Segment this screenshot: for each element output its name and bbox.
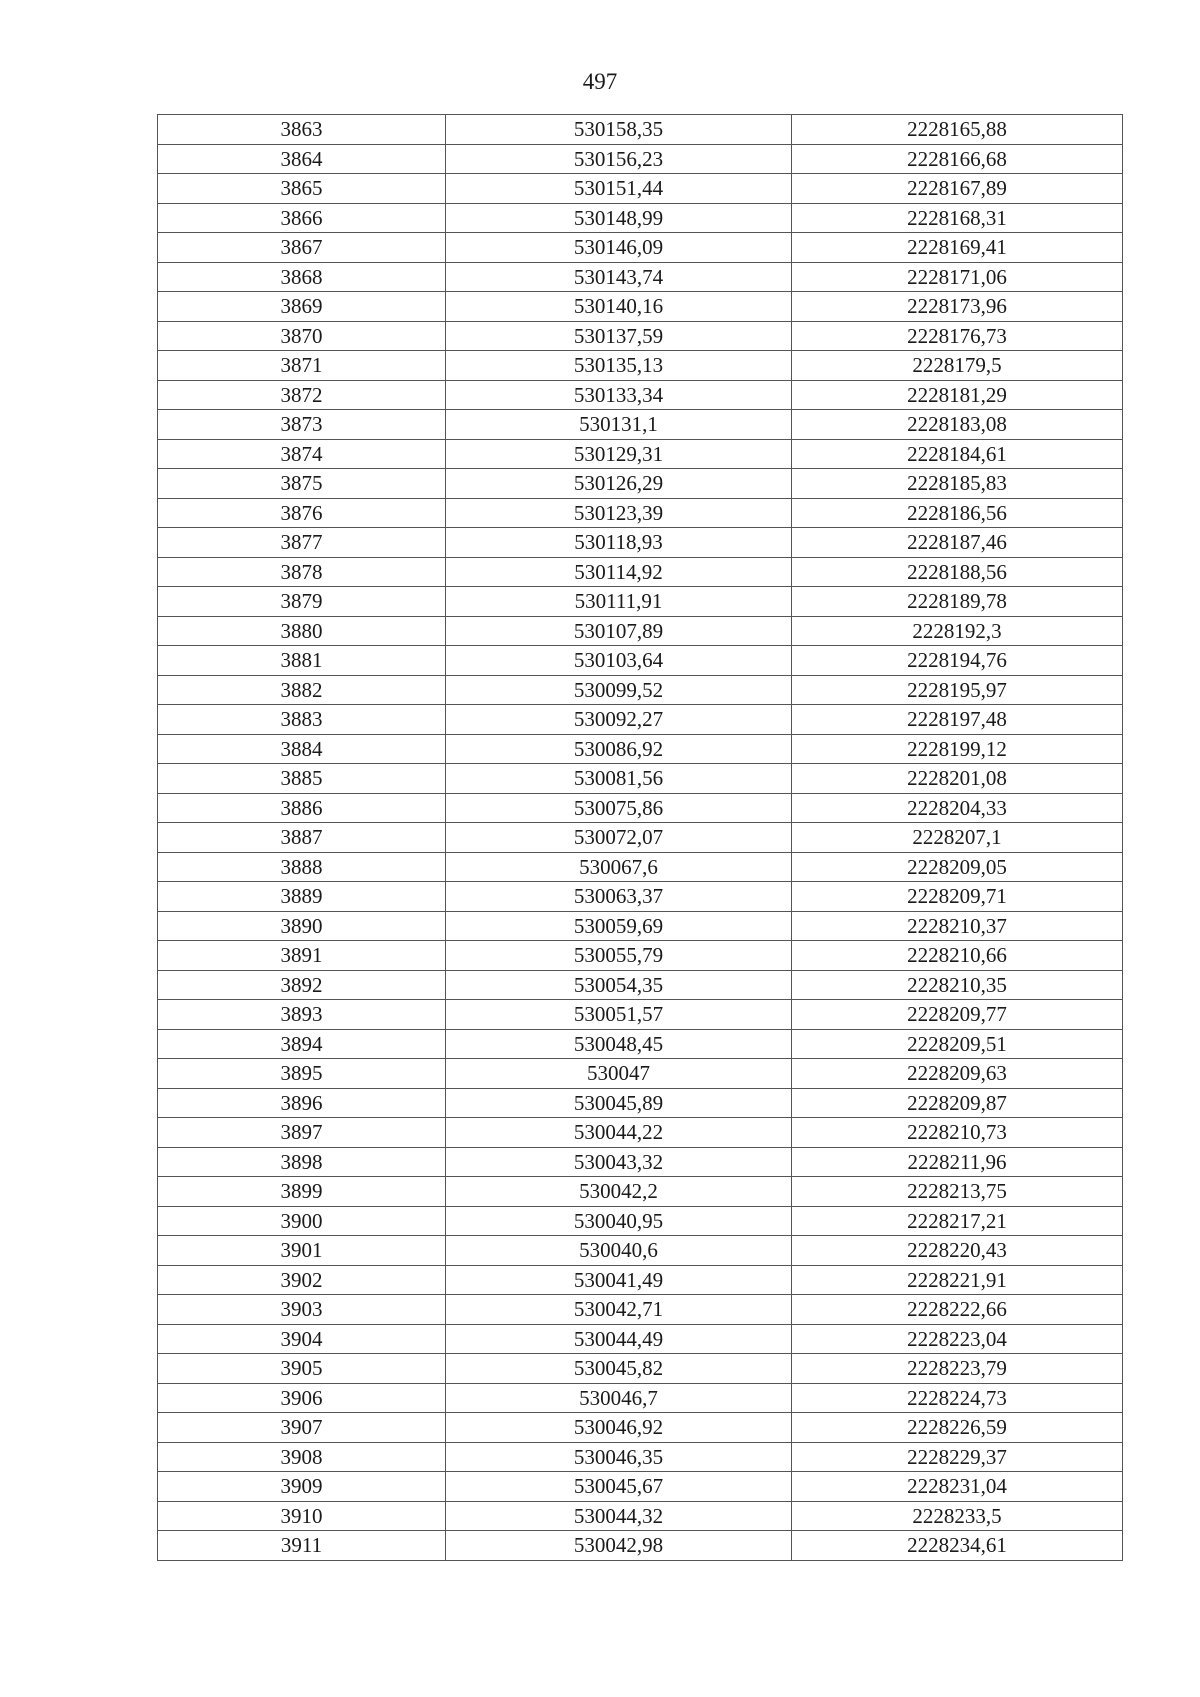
table-row xyxy=(158,1383,1123,1413)
x-coordinate-cell: 530044,22 xyxy=(446,1118,792,1148)
table-row xyxy=(158,1354,1123,1384)
x-coordinate-cell: 530158,35 xyxy=(446,115,792,145)
table-row xyxy=(158,1442,1123,1472)
point-number-cell: 3898 xyxy=(158,1147,446,1177)
y-coordinate-cell: 2228221,91 xyxy=(792,1265,1123,1295)
table-row xyxy=(158,587,1123,617)
table-row xyxy=(158,852,1123,882)
y-coordinate-cell: 2228199,12 xyxy=(792,734,1123,764)
y-coordinate-cell: 2228197,48 xyxy=(792,705,1123,735)
x-coordinate-cell: 530046,7 xyxy=(446,1383,792,1413)
x-coordinate-cell: 530042,71 xyxy=(446,1295,792,1325)
table-row xyxy=(158,410,1123,440)
y-coordinate-cell: 2228176,73 xyxy=(792,321,1123,351)
x-coordinate-cell: 530043,32 xyxy=(446,1147,792,1177)
x-coordinate-cell: 530040,95 xyxy=(446,1206,792,1236)
point-number-cell: 3889 xyxy=(158,882,446,912)
table-row xyxy=(158,1118,1123,1148)
table-row xyxy=(158,174,1123,204)
y-coordinate-cell: 2228224,73 xyxy=(792,1383,1123,1413)
y-coordinate-cell: 2228220,43 xyxy=(792,1236,1123,1266)
y-coordinate-cell: 2228192,3 xyxy=(792,616,1123,646)
y-coordinate-cell: 2228186,56 xyxy=(792,498,1123,528)
point-number-cell: 3905 xyxy=(158,1354,446,1384)
point-number-cell: 3894 xyxy=(158,1029,446,1059)
x-coordinate-cell: 530099,52 xyxy=(446,675,792,705)
point-number-cell: 3873 xyxy=(158,410,446,440)
table-row xyxy=(158,1059,1123,1089)
x-coordinate-cell: 530156,23 xyxy=(446,144,792,174)
y-coordinate-cell: 2228188,56 xyxy=(792,557,1123,587)
y-coordinate-cell: 2228210,66 xyxy=(792,941,1123,971)
y-coordinate-cell: 2228171,06 xyxy=(792,262,1123,292)
point-number-cell: 3877 xyxy=(158,528,446,558)
point-number-cell: 3910 xyxy=(158,1501,446,1531)
x-coordinate-cell: 530143,74 xyxy=(446,262,792,292)
point-number-cell: 3907 xyxy=(158,1413,446,1443)
y-coordinate-cell: 2228233,5 xyxy=(792,1501,1123,1531)
y-coordinate-cell: 2228184,61 xyxy=(792,439,1123,469)
table-row xyxy=(158,1147,1123,1177)
y-coordinate-cell: 2228209,77 xyxy=(792,1000,1123,1030)
x-coordinate-cell: 530044,49 xyxy=(446,1324,792,1354)
table-row xyxy=(158,144,1123,174)
y-coordinate-cell: 2228187,46 xyxy=(792,528,1123,558)
y-coordinate-cell: 2228194,76 xyxy=(792,646,1123,676)
x-coordinate-cell: 530046,92 xyxy=(446,1413,792,1443)
x-coordinate-cell: 530054,35 xyxy=(446,970,792,1000)
y-coordinate-cell: 2228201,08 xyxy=(792,764,1123,794)
table-row xyxy=(158,498,1123,528)
x-coordinate-cell: 530135,13 xyxy=(446,351,792,381)
y-coordinate-cell: 2228209,87 xyxy=(792,1088,1123,1118)
y-coordinate-cell: 2228183,08 xyxy=(792,410,1123,440)
x-coordinate-cell: 530040,6 xyxy=(446,1236,792,1266)
table-row xyxy=(158,882,1123,912)
table-row xyxy=(158,1236,1123,1266)
x-coordinate-cell: 530118,93 xyxy=(446,528,792,558)
y-coordinate-cell: 2228211,96 xyxy=(792,1147,1123,1177)
point-number-cell: 3876 xyxy=(158,498,446,528)
y-coordinate-cell: 2228209,71 xyxy=(792,882,1123,912)
y-coordinate-cell: 2228189,78 xyxy=(792,587,1123,617)
point-number-cell: 3882 xyxy=(158,675,446,705)
table-row xyxy=(158,793,1123,823)
y-coordinate-cell: 2228209,51 xyxy=(792,1029,1123,1059)
x-coordinate-cell: 530048,45 xyxy=(446,1029,792,1059)
point-number-cell: 3892 xyxy=(158,970,446,1000)
y-coordinate-cell: 2228229,37 xyxy=(792,1442,1123,1472)
point-number-cell: 3872 xyxy=(158,380,446,410)
table-row xyxy=(158,1531,1123,1561)
point-number-cell: 3899 xyxy=(158,1177,446,1207)
point-number-cell: 3874 xyxy=(158,439,446,469)
x-coordinate-cell: 530047 xyxy=(446,1059,792,1089)
y-coordinate-cell: 2228226,59 xyxy=(792,1413,1123,1443)
y-coordinate-cell: 2228195,97 xyxy=(792,675,1123,705)
x-coordinate-cell: 530045,89 xyxy=(446,1088,792,1118)
point-number-cell: 3863 xyxy=(158,115,446,145)
table-row xyxy=(158,292,1123,322)
point-number-cell: 3864 xyxy=(158,144,446,174)
y-coordinate-cell: 2228173,96 xyxy=(792,292,1123,322)
table-row xyxy=(158,1324,1123,1354)
point-number-cell: 3886 xyxy=(158,793,446,823)
table-row xyxy=(158,380,1123,410)
x-coordinate-cell: 530075,86 xyxy=(446,793,792,823)
x-coordinate-cell: 530131,1 xyxy=(446,410,792,440)
x-coordinate-cell: 530107,89 xyxy=(446,616,792,646)
x-coordinate-cell: 530063,37 xyxy=(446,882,792,912)
point-number-cell: 3880 xyxy=(158,616,446,646)
point-number-cell: 3893 xyxy=(158,1000,446,1030)
y-coordinate-cell: 2228213,75 xyxy=(792,1177,1123,1207)
y-coordinate-cell: 2228209,63 xyxy=(792,1059,1123,1089)
table-row xyxy=(158,262,1123,292)
x-coordinate-cell: 530044,32 xyxy=(446,1501,792,1531)
x-coordinate-cell: 530046,35 xyxy=(446,1442,792,1472)
point-number-cell: 3887 xyxy=(158,823,446,853)
y-coordinate-cell: 2228209,05 xyxy=(792,852,1123,882)
point-number-cell: 3865 xyxy=(158,174,446,204)
x-coordinate-cell: 530148,99 xyxy=(446,203,792,233)
y-coordinate-cell: 2228223,79 xyxy=(792,1354,1123,1384)
x-coordinate-cell: 530086,92 xyxy=(446,734,792,764)
point-number-cell: 3903 xyxy=(158,1295,446,1325)
table-row xyxy=(158,1088,1123,1118)
point-number-cell: 3900 xyxy=(158,1206,446,1236)
point-number-cell: 3888 xyxy=(158,852,446,882)
table-row xyxy=(158,1472,1123,1502)
y-coordinate-cell: 2228181,29 xyxy=(792,380,1123,410)
table-row xyxy=(158,439,1123,469)
table-row xyxy=(158,321,1123,351)
point-number-cell: 3895 xyxy=(158,1059,446,1089)
table-row xyxy=(158,1265,1123,1295)
x-coordinate-cell: 530041,49 xyxy=(446,1265,792,1295)
x-coordinate-cell: 530042,2 xyxy=(446,1177,792,1207)
x-coordinate-cell: 530051,57 xyxy=(446,1000,792,1030)
y-coordinate-cell: 2228166,68 xyxy=(792,144,1123,174)
table-row xyxy=(158,911,1123,941)
x-coordinate-cell: 530133,34 xyxy=(446,380,792,410)
x-coordinate-cell: 530151,44 xyxy=(446,174,792,204)
y-coordinate-cell: 2228210,35 xyxy=(792,970,1123,1000)
x-coordinate-cell: 530126,29 xyxy=(446,469,792,499)
x-coordinate-cell: 530123,39 xyxy=(446,498,792,528)
y-coordinate-cell: 2228179,5 xyxy=(792,351,1123,381)
point-number-cell: 3909 xyxy=(158,1472,446,1502)
x-coordinate-cell: 530146,09 xyxy=(446,233,792,263)
table-row xyxy=(158,1177,1123,1207)
y-coordinate-cell: 2228210,73 xyxy=(792,1118,1123,1148)
x-coordinate-cell: 530042,98 xyxy=(446,1531,792,1561)
y-coordinate-cell: 2228167,89 xyxy=(792,174,1123,204)
table-row xyxy=(158,1206,1123,1236)
point-number-cell: 3868 xyxy=(158,262,446,292)
point-number-cell: 3878 xyxy=(158,557,446,587)
table-row xyxy=(158,528,1123,558)
point-number-cell: 3911 xyxy=(158,1531,446,1561)
x-coordinate-cell: 530072,07 xyxy=(446,823,792,853)
point-number-cell: 3866 xyxy=(158,203,446,233)
y-coordinate-cell: 2228185,83 xyxy=(792,469,1123,499)
y-coordinate-cell: 2228168,31 xyxy=(792,203,1123,233)
x-coordinate-cell: 530103,64 xyxy=(446,646,792,676)
point-number-cell: 3867 xyxy=(158,233,446,263)
x-coordinate-cell: 530081,56 xyxy=(446,764,792,794)
table-row xyxy=(158,1501,1123,1531)
table-row xyxy=(158,823,1123,853)
y-coordinate-cell: 2228234,61 xyxy=(792,1531,1123,1561)
x-coordinate-cell: 530059,69 xyxy=(446,911,792,941)
table-row xyxy=(158,469,1123,499)
point-number-cell: 3897 xyxy=(158,1118,446,1148)
table-row xyxy=(158,1000,1123,1030)
y-coordinate-cell: 2228204,33 xyxy=(792,793,1123,823)
x-coordinate-cell: 530045,82 xyxy=(446,1354,792,1384)
table-row xyxy=(158,970,1123,1000)
table-row xyxy=(158,115,1123,145)
table-row xyxy=(158,616,1123,646)
point-number-cell: 3908 xyxy=(158,1442,446,1472)
table-row xyxy=(158,705,1123,735)
point-number-cell: 3904 xyxy=(158,1324,446,1354)
table-row xyxy=(158,764,1123,794)
table-row xyxy=(158,203,1123,233)
table-row xyxy=(158,734,1123,764)
coordinates-table xyxy=(157,114,1123,1561)
y-coordinate-cell: 2228169,41 xyxy=(792,233,1123,263)
table-row xyxy=(158,675,1123,705)
y-coordinate-cell: 2228231,04 xyxy=(792,1472,1123,1502)
point-number-cell: 3890 xyxy=(158,911,446,941)
table-row xyxy=(158,233,1123,263)
point-number-cell: 3871 xyxy=(158,351,446,381)
point-number-cell: 3879 xyxy=(158,587,446,617)
y-coordinate-cell: 2228223,04 xyxy=(792,1324,1123,1354)
table-row xyxy=(158,1029,1123,1059)
x-coordinate-cell: 530092,27 xyxy=(446,705,792,735)
y-coordinate-cell: 2228210,37 xyxy=(792,911,1123,941)
point-number-cell: 3891 xyxy=(158,941,446,971)
table-row xyxy=(158,351,1123,381)
table-row xyxy=(158,1413,1123,1443)
point-number-cell: 3902 xyxy=(158,1265,446,1295)
table-row xyxy=(158,1295,1123,1325)
point-number-cell: 3906 xyxy=(158,1383,446,1413)
x-coordinate-cell: 530129,31 xyxy=(446,439,792,469)
table-row xyxy=(158,646,1123,676)
y-coordinate-cell: 2228165,88 xyxy=(792,115,1123,145)
point-number-cell: 3870 xyxy=(158,321,446,351)
y-coordinate-cell: 2228217,21 xyxy=(792,1206,1123,1236)
x-coordinate-cell: 530055,79 xyxy=(446,941,792,971)
page-number: 497 xyxy=(582,69,618,94)
x-coordinate-cell: 530111,91 xyxy=(446,587,792,617)
x-coordinate-cell: 530114,92 xyxy=(446,557,792,587)
table-row xyxy=(158,941,1123,971)
point-number-cell: 3869 xyxy=(158,292,446,322)
point-number-cell: 3881 xyxy=(158,646,446,676)
point-number-cell: 3884 xyxy=(158,734,446,764)
x-coordinate-cell: 530140,16 xyxy=(446,292,792,322)
x-coordinate-cell: 530137,59 xyxy=(446,321,792,351)
point-number-cell: 3885 xyxy=(158,764,446,794)
point-number-cell: 3883 xyxy=(158,705,446,735)
coordinates-table-body xyxy=(158,115,1123,1561)
y-coordinate-cell: 2228222,66 xyxy=(792,1295,1123,1325)
y-coordinate-cell: 2228207,1 xyxy=(792,823,1123,853)
x-coordinate-cell: 530067,6 xyxy=(446,852,792,882)
point-number-cell: 3901 xyxy=(158,1236,446,1266)
x-coordinate-cell: 530045,67 xyxy=(446,1472,792,1502)
table-row xyxy=(158,557,1123,587)
point-number-cell: 3896 xyxy=(158,1088,446,1118)
point-number-cell: 3875 xyxy=(158,469,446,499)
